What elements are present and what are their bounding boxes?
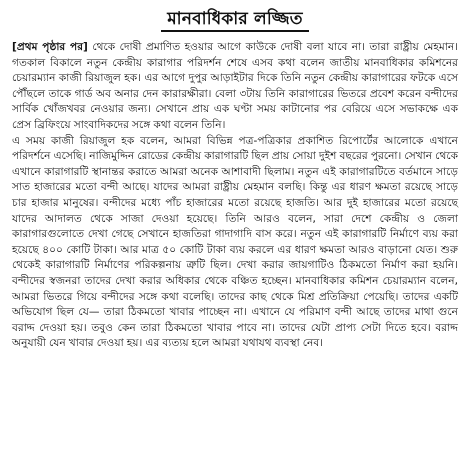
paragraph-1-text: থেকে দোষী প্রমাণিত হওয়ার আগে কাউকে দোষী বলা যাবে না। তারা রাষ্ট্রীয় মেহমান। গতকাল বিকালে নতুন কেন্দ্রীয় কারাগার পরিদর্শন শেষে এসব কথা বলেন জাতীয় মানবাধিকার কমিশনের চেয়ারম্যান কাজী রিয়াজুল হক। এর আগে দুপুর আড়াইটার দিকে তিনি নতুন কেন্দ্রীয় কারাগারের ফটকে এসে পৌঁছলে তাকে গার্ড অব অনার দেন কারারক্ষীরা। বেলা ৩টায় তিনি কারাগারের ভিতরে প্রবেশ করেন বন্দীদের সার্বিক খোঁজখবর নেওয়ার জন্য। সেখানে প্রায় এক ঘণ্টা সময় কাটানোর পর বেরিয়ে এসে সভাকক্ষে এক প্রেস ব্রিফিংয়ে সাংবাদিকদের সঙ্গে কথা বলেন তিনি। [12, 41, 459, 131]
article-paragraph-1 [12, 40, 458, 134]
headline-container [12, 8, 458, 34]
headline: মানবাধিকার লজ্জিত [161, 8, 309, 32]
article-body [12, 40, 458, 352]
article-paragraph-2 [12, 134, 458, 352]
continuation-label: [প্রথম পৃষ্ঠার পর] [12, 41, 88, 53]
paragraph-2-text: এ সময় কাজী রিয়াজুল হক বলেন, আমরা বিভিন্ন পত্র-পত্রিকার প্রকাশিত রিপোর্টের আলোকে এখানে পরিদর্শনে এসেছি। নাজিমুদ্দিন রোডের কেন্দ্রীয় কারাগারটি ছিল প্রায় সোয়া দুইশ বছরের পুরনো। সেখান থেকে এখানে কারাগারটি স্থানান্তর করাতে আমরা অনেক আশাবাদী ছিলাম। নতুন এই কারাগারটিতে বর্তমানে সাড়ে সাত হাজারের মতো বন্দী আছে। যাদের আমরা রাষ্ট্রীয় মেহমান বলছি। কিন্তু এর ধারণ ক্ষমতা রয়েছে সাড়ে চার হাজার মানুষের। বন্দীদের মধ্যে পাঁচ হাজারের মতো রয়েছে হাজতি। আর দুই হাজারের মতো রয়েছে যাদের আদালত থেকে সাজা দেওয়া হয়েছে। তিনি আরও বলেন, সারা দেশে কেন্দ্রীয় ও জেলা কারাগারগুলোতে দেখা গেছে সেখানে হাজতিরা গাদাগাদি বাস করে। নতুন এই কারাগারটি নির্মাণে ব্যয় করা হয়েছে ৪০০ কোটি টাকা। আর মাত্র ৫০ কোটি টাকা ব্যয় করলে এর ধারণ ক্ষমতা আরও বাড়ানো যেত। শুরু থেকেই কারাগারটি নির্মাণের পরিকল্পনায় ত্রুটি ছিল। দেখা করার জায়গাটিও ঠিকমতো নির্মাণ করা হয়নি। বন্দীদের স্বজনরা তাদের দেখা করার অধিকার থেকে বঞ্চিত হচ্ছেন। মানবাধিকার কমিশন চেয়ারম্যান বলেন, আমরা ভিতরে গিয়ে বন্দীদের সঙ্গে কথা বলেছি। তাদের কাছ থেকে মিশ্র প্রতিক্রিয়া পেয়েছি। তাদের একটি অভিযোগ ছিল যে— তারা ঠিকমতো খাবার পাচ্ছেন না। এখানে যে পরিমাণ বন্দী আছে তাদের মাথা গুনে বরাদ্দ দেওয়া হয়। তবুও কেন তারা ঠিকমতো খাবার পাবে না। তাদের যেটা প্রাপ্য সেটা দিতে হবে। বরাদ্দ অনুযায়ী যেন খাবার দেওয়া হয়। এর ব্যত্যয় হলে আমরা যথাযথ ব্যবস্থা নেব। [12, 134, 458, 350]
